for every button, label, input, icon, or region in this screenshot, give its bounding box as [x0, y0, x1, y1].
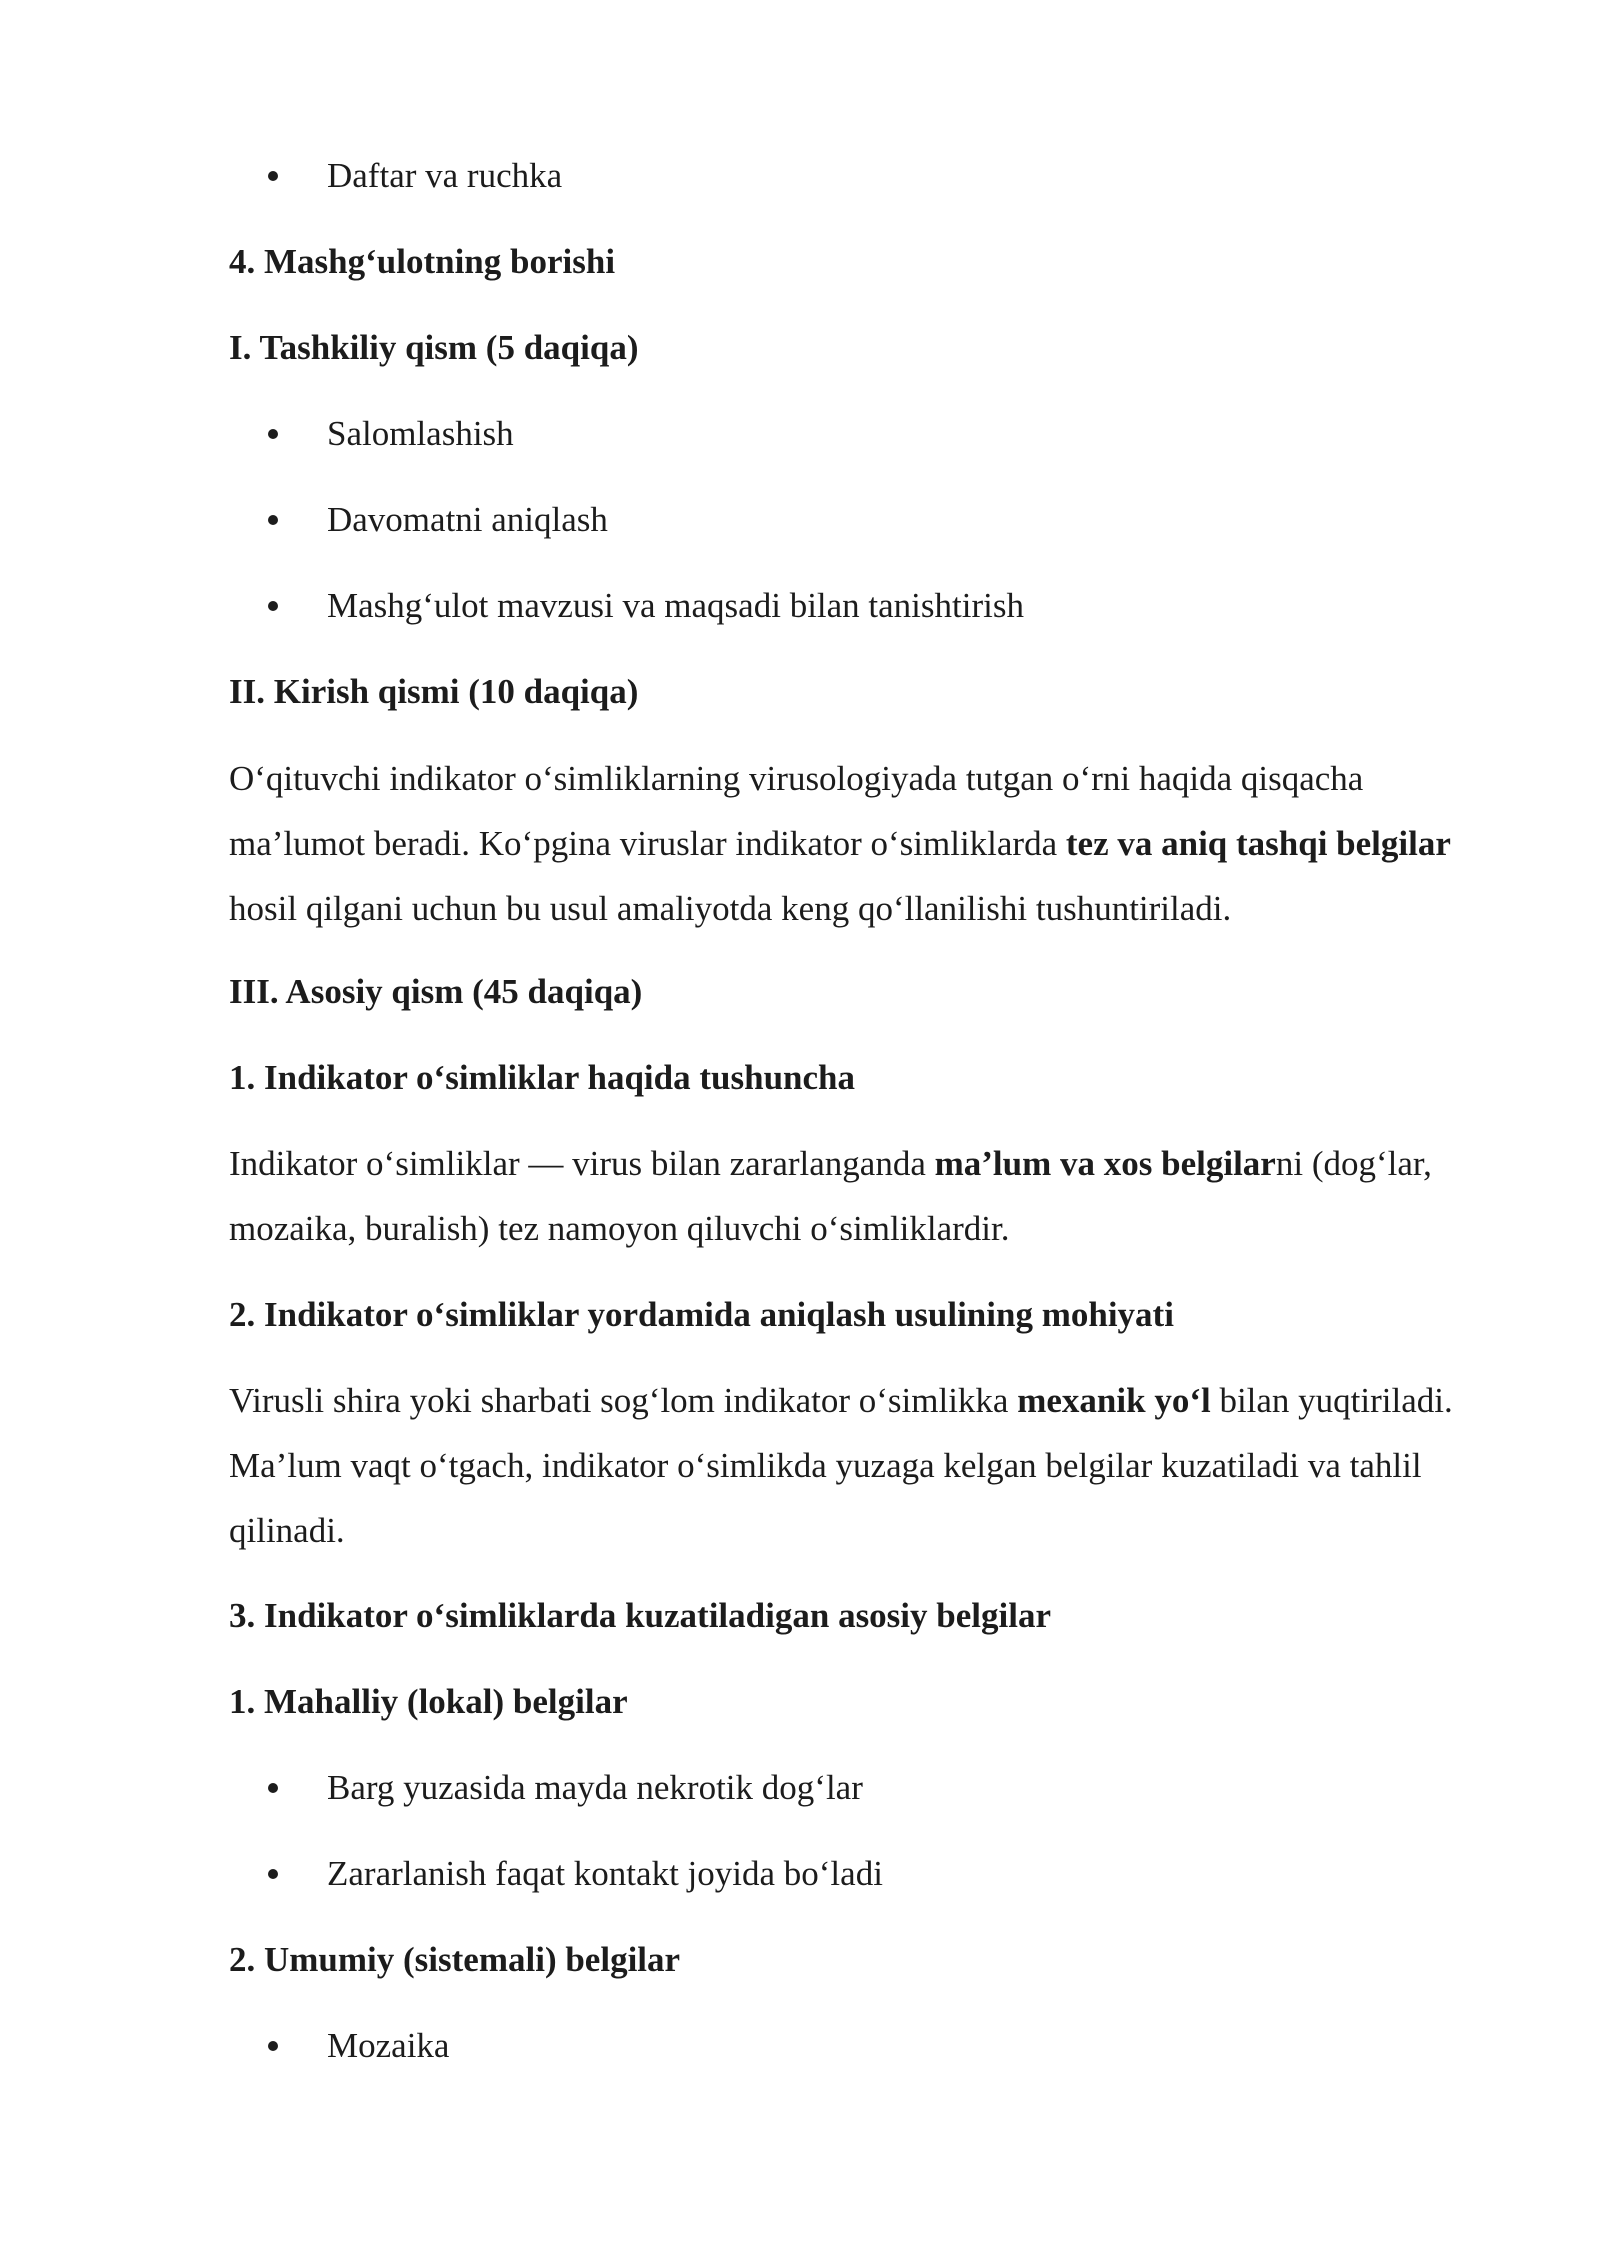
bullet-icon	[268, 171, 278, 181]
section-heading: 3. Indikator o‘simliklarda kuzatiladigan asosiy belgilar	[229, 1596, 1051, 1635]
bold-phrase: mexanik yo‘l	[1017, 1381, 1211, 1420]
section-heading: I. Tashkiliy qism (5 daqiqa)	[229, 328, 639, 367]
section-heading: 2. Indikator o‘simliklar yordamida aniqlash usulining mohiyati	[229, 1295, 1174, 1334]
list-item-text: Barg yuzasida mayda nekrotik dog‘lar	[327, 1768, 863, 1807]
bullet-icon	[268, 515, 278, 525]
list-item-text: Zararlanish faqat kontakt joyida bo‘ladi	[327, 1854, 883, 1893]
section-heading: 1. Mahalliy (lokal) belgilar	[229, 1682, 628, 1721]
paragraph-text: hosil qilgani uchun bu usul amaliyotda keng qo‘llanilishi tushuntiriladi.	[229, 889, 1232, 928]
paragraph-text: bilan yuqtiriladi. Ma’lum vaqt o‘tgach, indikator o‘simlikda yuzaga kelgan belgilar kuzatiladi va tahlil qilinadi.	[229, 1381, 1453, 1550]
bullet-icon	[268, 1783, 278, 1793]
paragraph-text: ni (dog‘lar, mozaika, buralish) tez namoyon qiluvchi o‘simliklardir.	[229, 1144, 1432, 1248]
section-heading: 4. Mashg‘ulotning borishi	[229, 242, 616, 281]
paragraph-text: Indikator o‘simliklar — virus bilan zararlanganda	[229, 1144, 935, 1183]
paragraph	[229, 1368, 1469, 1563]
section-heading: III. Asosiy qism (45 daqiqa)	[229, 972, 643, 1011]
bullet-icon	[268, 1869, 278, 1879]
paragraph	[229, 746, 1469, 941]
list-item-text: Mozaika	[327, 2026, 450, 2065]
list-item-text: Mashg‘ulot mavzusi va maqsadi bilan tanishtirish	[327, 586, 1024, 625]
bullet-icon	[268, 429, 278, 439]
paragraph-text: O‘qituvchi indikator o‘simliklarning virusologiyada tutgan o‘rni haqida qisqacha ma’lumot beradi. Ko‘pgina viruslar indikator o‘simliklarda	[229, 759, 1364, 863]
paragraph	[229, 1131, 1469, 1261]
list-item-text: Davomatni aniqlash	[327, 500, 608, 539]
bold-phrase: tez va aniq tashqi belgilar	[1065, 824, 1451, 863]
section-heading: 2. Umumiy (sistemali) belgilar	[229, 1940, 681, 1979]
list-item-text: Daftar va ruchka	[327, 156, 563, 195]
bold-phrase: ma’lum va xos belgilar	[934, 1144, 1276, 1183]
section-heading: II. Kirish qismi (10 daqiqa)	[229, 672, 639, 711]
section-heading: 1. Indikator o‘simliklar haqida tushuncha	[229, 1058, 856, 1097]
bullet-icon	[268, 2041, 278, 2051]
list-item-text: Salomlashish	[327, 414, 514, 453]
paragraph-text: Virusli shira yoki sharbati sog‘lom indikator o‘simlikka	[229, 1381, 1018, 1420]
bullet-icon	[268, 601, 278, 611]
